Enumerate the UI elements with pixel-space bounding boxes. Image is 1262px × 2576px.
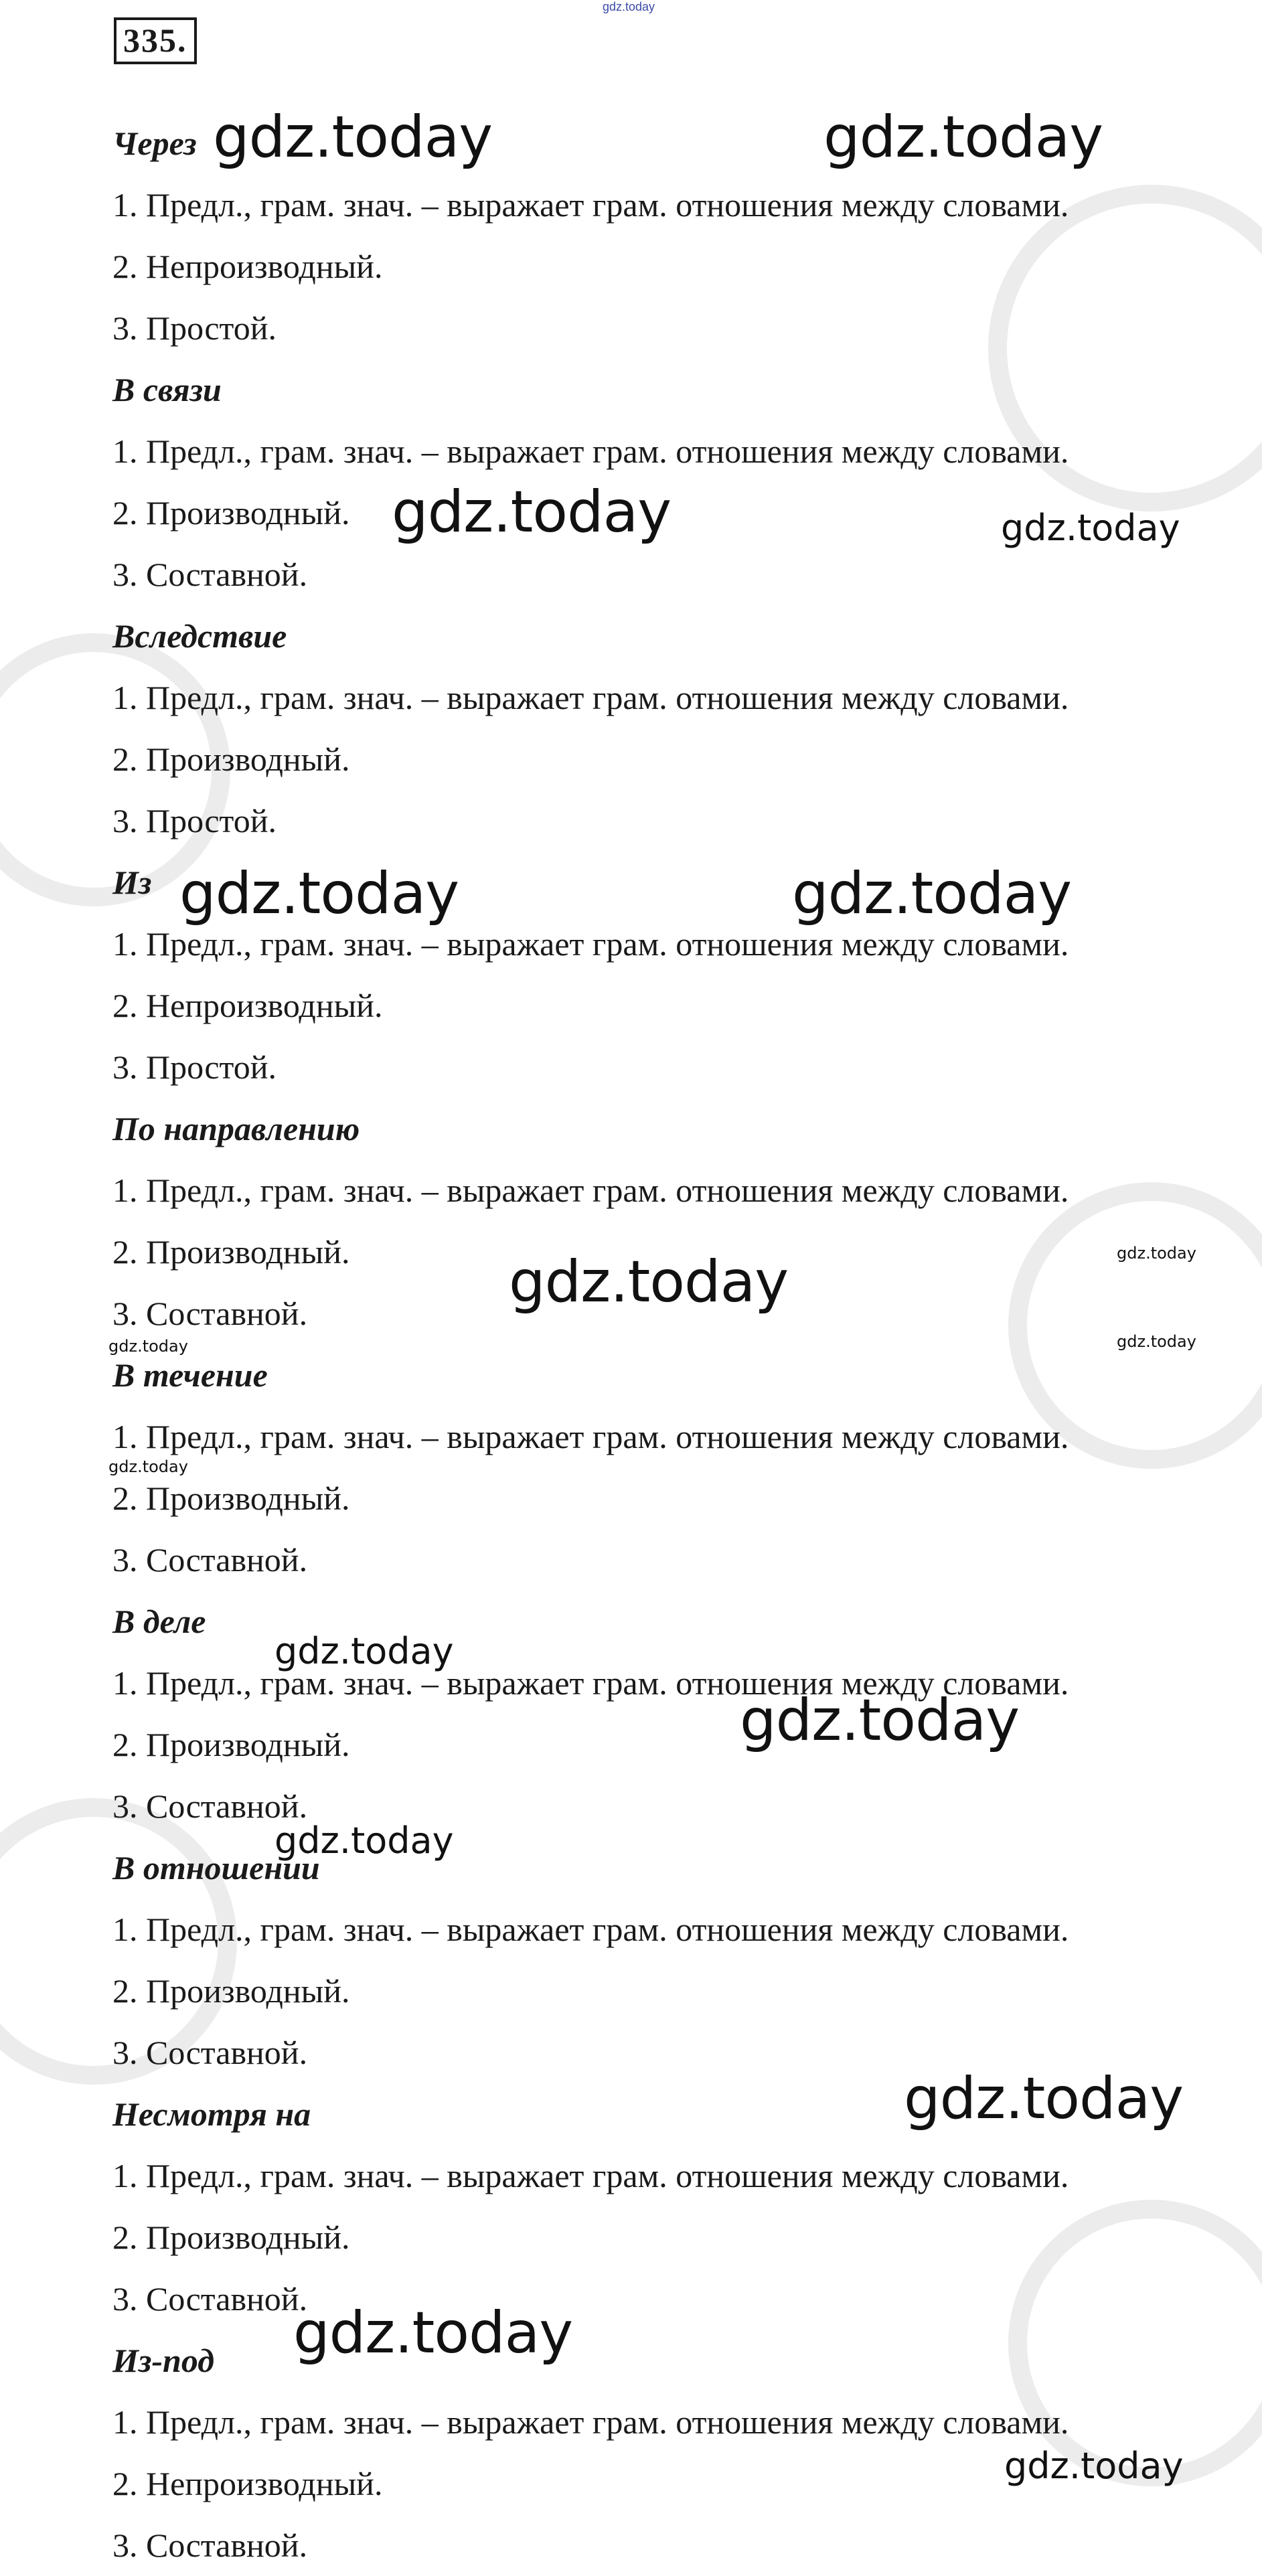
top-watermark-mark: gdz.today	[603, 0, 655, 13]
entry-po-napravleniyu	[112, 1098, 1251, 1344]
entry-heading: Через	[112, 125, 197, 162]
entry-line: 3. Составной.	[112, 2034, 308, 2071]
entry-line: 1. Предл., грам. знач. – выражает грам. отношения между словами.	[112, 1418, 1069, 1455]
entry-cherez	[112, 112, 1251, 359]
entry-line: 1. Предл., грам. знач. – выражает грам. отношения между словами.	[112, 925, 1069, 963]
entry-line: 3. Составной.	[112, 2526, 308, 2564]
watermark-text: gdz.today	[274, 1820, 454, 1862]
entry-line: 1. Предл., грам. знач. – выражает грам. отношения между словами.	[112, 432, 1069, 470]
entry-line: 1. Предл., грам. знач. – выражает грам. отношения между словами.	[112, 1172, 1069, 1209]
entry-heading: В деле	[112, 1603, 206, 1640]
entry-v-otnoshenii	[112, 1837, 1251, 2083]
entry-line: 1. Предл., грам. знач. – выражает грам. отношения между словами.	[112, 1664, 1069, 1702]
entry-iz-pod	[112, 2330, 1251, 2576]
entry-heading: По направлению	[112, 1110, 360, 1147]
entry-line: 1. Предл., грам. знач. – выражает грам. отношения между словами.	[112, 1911, 1069, 1948]
watermark-text: gdz.today	[1117, 1244, 1196, 1263]
preposition-entries	[112, 112, 1251, 2576]
entry-heading: Вследствие	[112, 617, 287, 655]
entry-heading: В отношении	[112, 1849, 320, 1886]
entry-heading: В связи	[112, 371, 222, 408]
entry-line: 1. Предл., грам. знач. – выражает грам. отношения между словами.	[112, 2403, 1069, 2441]
entry-line: 2. Производный.	[112, 1972, 350, 2010]
entry-heading: Из-под	[112, 2342, 215, 2379]
entry-nesmotrya-na	[112, 2083, 1251, 2330]
watermark-text: gdz.today	[274, 1630, 454, 1672]
entry-v-dele	[112, 1591, 1251, 1837]
entry-line: 2. Производный.	[112, 1233, 350, 1271]
entry-v-svyazi	[112, 359, 1251, 605]
entry-line: 1. Предл., грам. знач. – выражает грам. отношения между словами.	[112, 679, 1069, 716]
entry-line: 2. Производный.	[112, 494, 350, 532]
entry-line: 2. Непроизводный.	[112, 2465, 383, 2502]
entry-line: 1. Предл., грам. знач. – выражает грам. отношения между словами.	[112, 2157, 1069, 2194]
watermark-text: gdz.today	[1117, 1332, 1196, 1351]
watermark-text: gdz.today	[179, 860, 459, 927]
watermark-text: gdz.today	[293, 2300, 573, 2366]
watermark-text: gdz.today	[108, 1457, 188, 1476]
watermark-text: gdz.today	[509, 1249, 789, 1315]
entry-v-techenie	[112, 1344, 1251, 1591]
task-number-box: 335.	[114, 17, 197, 64]
entry-line: 2. Производный.	[112, 1726, 350, 1763]
watermark-text: gdz.today	[740, 1687, 1020, 1754]
watermark-text: gdz.today	[392, 479, 672, 546]
entry-line: 2. Производный.	[112, 1479, 350, 1517]
watermark-text: gdz.today	[108, 1337, 188, 1356]
watermark-text: gdz.today	[904, 2065, 1184, 2132]
entry-iz	[112, 852, 1251, 1098]
entry-line: 2. Производный.	[112, 740, 350, 778]
entry-line: 3. Простой.	[112, 1048, 277, 1086]
entry-line: 1. Предл., грам. знач. – выражает грам. отношения между словами.	[112, 186, 1069, 224]
entry-line: 3. Составной.	[112, 1541, 308, 1579]
entry-line: 3. Составной.	[112, 556, 308, 593]
entry-line: 3. Простой.	[112, 802, 277, 839]
entry-line: 3. Составной.	[112, 1295, 308, 1332]
entry-heading: Из	[112, 864, 152, 901]
watermark-text: gdz.today	[1004, 2445, 1184, 2487]
watermark-text: gdz.today	[213, 104, 493, 171]
entry-heading: Несмотря на	[112, 2095, 311, 2133]
entry-heading: В течение	[112, 1356, 268, 1394]
watermark-text: gdz.today	[823, 104, 1103, 171]
entry-vsledstvie	[112, 605, 1251, 852]
entry-line: 3. Простой.	[112, 309, 277, 347]
entry-line: 3. Составной.	[112, 2280, 308, 2318]
watermark-text: gdz.today	[792, 860, 1072, 927]
entry-line: 3. Составной.	[112, 1787, 308, 1825]
entry-line: 2. Непроизводный.	[112, 987, 383, 1024]
entry-line: 2. Производный.	[112, 2219, 350, 2256]
entry-line: 2. Непроизводный.	[112, 248, 383, 285]
watermark-text: gdz.today	[1001, 507, 1180, 549]
